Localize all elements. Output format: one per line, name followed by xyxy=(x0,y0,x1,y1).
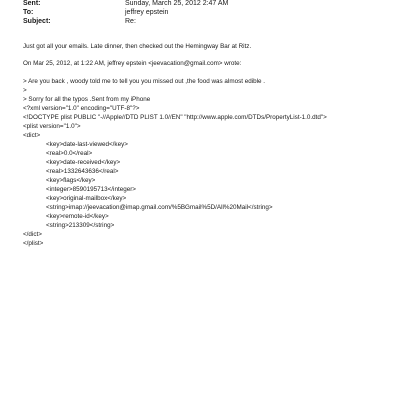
plist-line: </plist> xyxy=(23,240,44,247)
plist-line: <key>remote-id</key> xyxy=(46,213,109,220)
to-label: To: xyxy=(23,9,34,16)
plist-line: <integer>8590195713</integer> xyxy=(46,186,136,193)
to-value: jeffrey epstein xyxy=(125,9,169,16)
plist-line: <key>flags</key> xyxy=(46,177,96,184)
plist-line: <real>1332643636</real> xyxy=(46,168,119,175)
reply-text: Just got all your emails. Late dinner, then checked out the Hemingway Bar at Ritz. xyxy=(23,43,252,50)
sent-value: Sunday, March 25, 2012 2:47 AM xyxy=(125,0,229,7)
quoted-line: > Are you back , woody told me to tell you you missed out ,the food was almost edible . xyxy=(23,78,266,85)
plist-line: <string>213309</string> xyxy=(46,222,115,229)
subject-label: Subject: xyxy=(23,18,51,25)
plist-line: <dict> xyxy=(23,132,41,139)
plist-line: <key>original-mailbox</key> xyxy=(46,195,127,202)
plist-line: <string>imap://jeevacation@imap.gmail.com/%5BGmail%5D/All%20Mail</string> xyxy=(46,204,273,211)
plist-line: </dict> xyxy=(23,231,42,238)
plist-line: <plist version="1.0"> xyxy=(23,123,81,130)
quoted-line: > xyxy=(23,87,27,94)
subject-value: Re: xyxy=(125,18,136,25)
plist-line: <real>0.0</real> xyxy=(46,150,93,157)
quoted-line: > Sorry for all the typos .Sent from my iPhone xyxy=(23,96,151,103)
quote-intro: On Mar 25, 2012, at 1:22 AM, jeffrey epstein <jeevacation@gmail.com> wrote: xyxy=(23,60,242,67)
sent-label: Sent: xyxy=(23,0,41,7)
plist-line: <key>date-received</key> xyxy=(46,159,121,166)
plist-line: <?xml version="1.0" encoding="UTF-8"?> xyxy=(23,105,140,112)
plist-line: <key>date-last-viewed</key> xyxy=(46,141,128,148)
plist-line: <!DOCTYPE plist PUBLIC "-//Apple//DTD PLIST 1.0//EN" "http://www.apple.com/DTDs/PropertyList-1.0.dtd"> xyxy=(23,114,327,121)
